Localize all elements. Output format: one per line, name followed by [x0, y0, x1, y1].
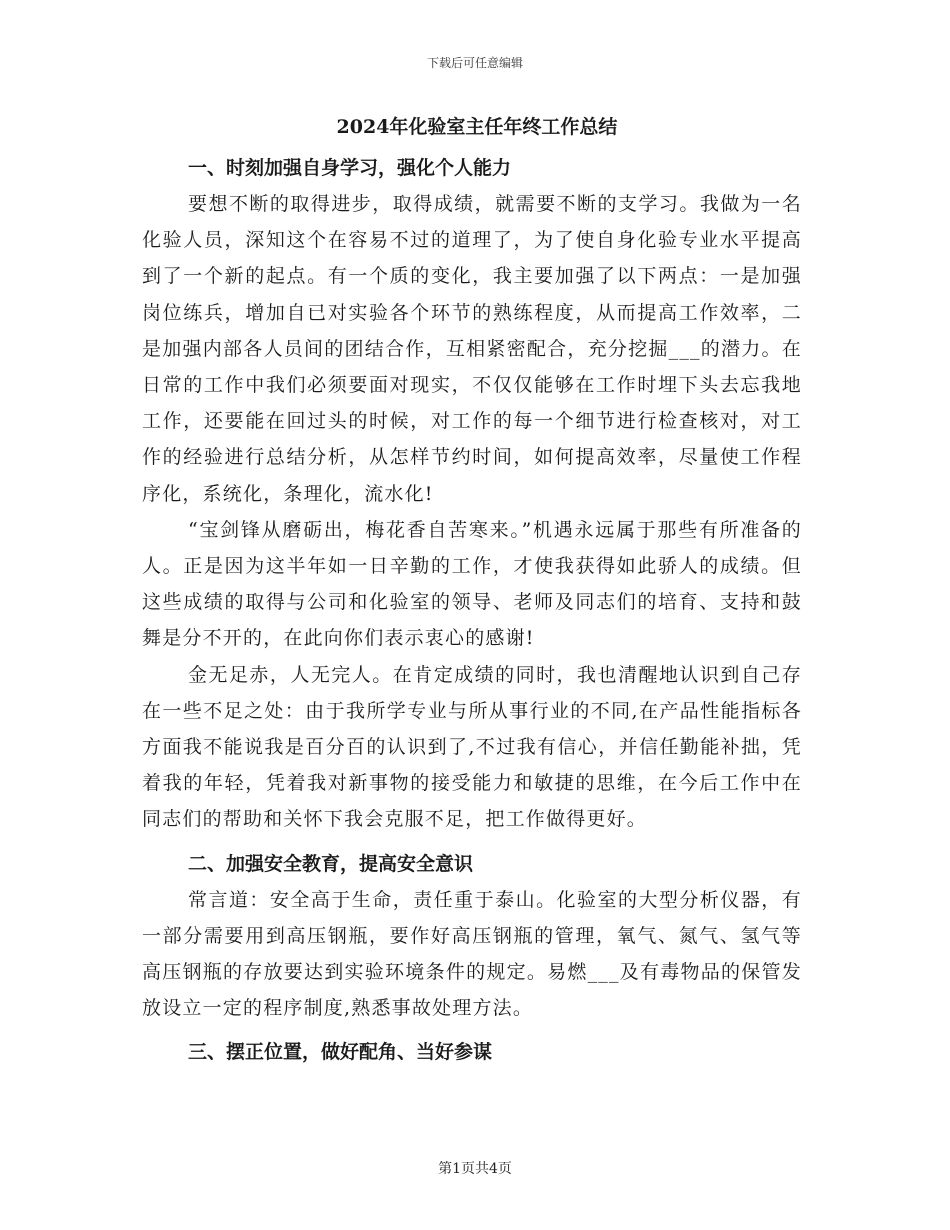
header-note: 下载后可任意编辑	[426, 56, 523, 70]
paragraph-1-1: 要想不断的取得进步，取得成绩，就需要不断的支学习。我做为一名化验人员，深知这个在容易不过的道理了，为了使自身化验专业水平提高到了一个新的起点。有一个质的变化，我主要加强了以下两点：一是加强岗位练兵，增加自已对实验各个环节的熟练程度，从而提高工作效率，二是加强内部各人员间的团结合作，互相紧密配合，充分挖掘___的潜力。在日常的工作中我们必须要面对现实，不仅仅能够在工作时埋下头去忘我地工作，还要能在回过头的时候，对工作的每一个细节进行检查核对，对工作的经验进行总结分析，从怎样节约时间，如何提高效率，尽量使工作程序化，系统化，条理化，流水化!	[142, 193, 802, 505]
paragraph-1-3: 金无足赤，人无完人。在肯定成绩的同时，我也清醒地认识到自己存在一些不足之处：由于我所学专业与所从事行业的不同,在产品性能指标各方面我不能说我是百分百的认识到了,不过我有信心，并信任勤能补拙，凭着我的年轻，凭着我对新事物的接受能力和敏捷的思维，在今后工作中在同志们的帮助和关怀下我会克服不足，把工作做得更好。	[142, 663, 802, 831]
document-body	[142, 110, 802, 1070]
section-heading-1: 一、时刻加强自身学习，强化个人能力	[188, 157, 512, 179]
section-heading-2: 二、加强安全教育，提高安全意识	[188, 852, 474, 875]
page-footer: 第1页共4页	[438, 1161, 512, 1177]
paragraph-2-1: 常言道：安全高于生命，责任重于泰山。化验室的大型分析仪器，有一部分需要用到高压钢瓶，要作好高压钢瓶的管理，氧气、氮气、氢气等高压钢瓶的存放要达到实验环境条件的规定。易燃___及有毒物品的保管发放设立一定的程序制度,熟悉事故处理方法。	[142, 888, 802, 1020]
paragraph-1-2: “宝剑锋从磨砺出，梅花香自苦寒来。”机遇永远属于那些有所准备的人。正是因为这半年如一日辛勤的工作，才使我获得如此骄人的成绩。但这些成绩的取得与公司和化验室的领导、老师及同志们的培育、支持和鼓舞是分不开的，在此向你们表示衷心的感谢!	[142, 518, 802, 650]
section-heading-3: 三、摆正位置，做好配角、当好参谋	[188, 1041, 493, 1064]
document-title: 2024年化验室主任年终工作总结	[336, 116, 618, 138]
